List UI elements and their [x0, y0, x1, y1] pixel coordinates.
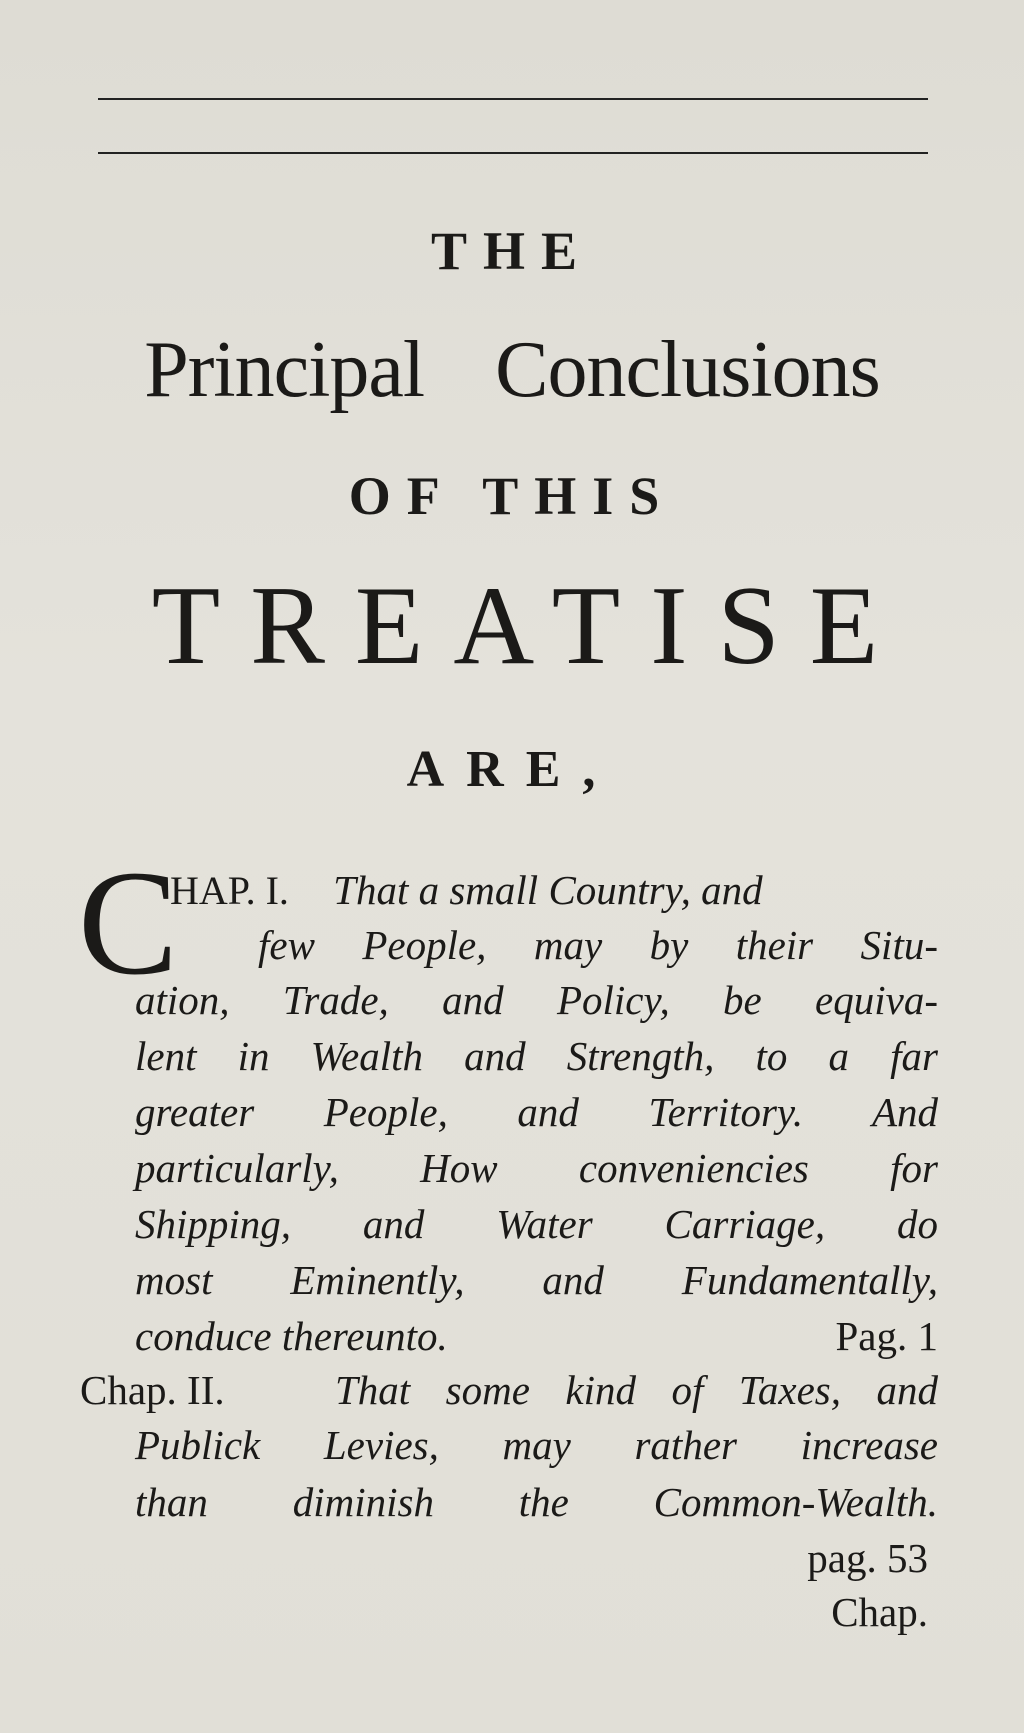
chapter-2-text-line-3: than diminish the Common-Wealth. [135, 1479, 938, 1525]
heading-are: ARE, [406, 741, 618, 798]
heading-principal-conclusions: Principal Conclusions [144, 326, 880, 414]
chapter-1-text-line-6: particularly, How conveniencies for [135, 1145, 938, 1191]
top-rule [98, 98, 928, 100]
chapter-1-last-line [135, 1313, 938, 1359]
chapter-1-text-line-1: That a small Country, and [333, 867, 763, 913]
chapter-1-text-line-7: Shipping, and Water Carriage, do [135, 1201, 938, 1247]
drop-cap: C [78, 840, 179, 1006]
catchword: Chap. [831, 1589, 928, 1635]
chapter-1-first-line [170, 867, 938, 913]
chapter-2-label: Chap. II. [80, 1367, 225, 1413]
chapter-1-text-line-5: greater People, and Territory. And [135, 1089, 938, 1135]
chapter-1-text-line-4: lent in Wealth and Strength, to a far [135, 1033, 938, 1079]
chapter-1-text-line-2: few People, may by their Situ- [258, 922, 938, 968]
heading-the: THE [430, 221, 594, 281]
chapter-2-text-line-1: That some kind of Taxes, and [335, 1367, 938, 1413]
chapter-1-text-line-8: most Eminently, and Fundamentally, [135, 1257, 938, 1303]
chapter-2-text-line-2: Publick Levies, may rather increase [135, 1422, 938, 1468]
chapter-1-page-ref: Pag. 1 [835, 1313, 938, 1359]
heading-treatise: TREATISE [151, 564, 909, 688]
chapter-1-label: HAP. I. [170, 868, 289, 913]
chapter-2-first-line [80, 1367, 938, 1413]
chapter-2-page-ref: pag. 53 [807, 1535, 928, 1581]
heading-of-this: OF THIS [348, 466, 676, 526]
chapter-1-text-line-9: conduce thereunto. [135, 1313, 448, 1359]
second-rule [98, 152, 928, 154]
chapter-1-text-line-3: ation, Trade, and Policy, be equiva- [135, 977, 938, 1023]
